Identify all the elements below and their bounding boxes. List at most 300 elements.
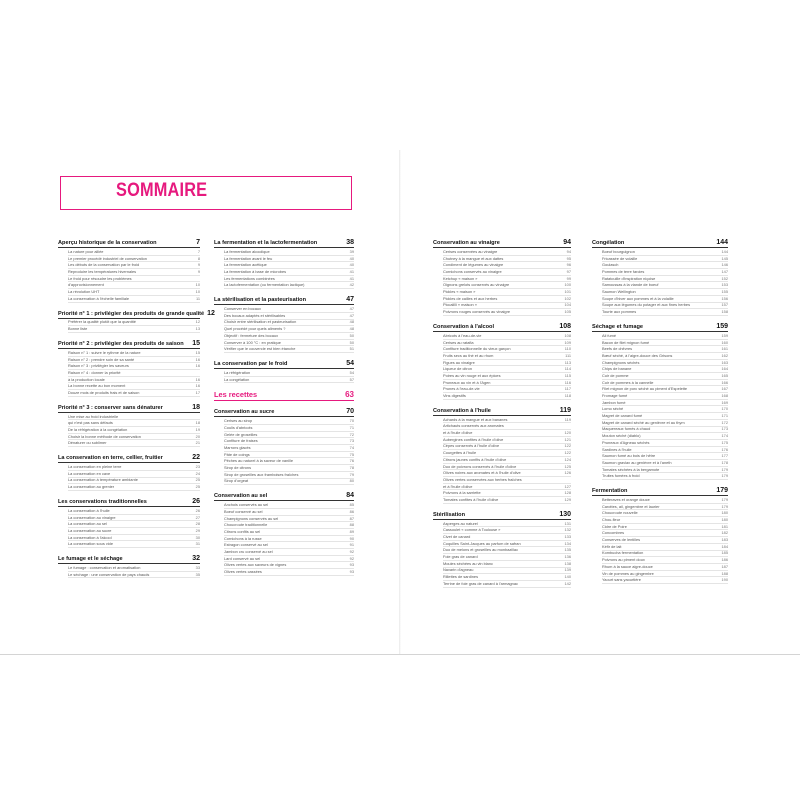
section-page-number: 18 bbox=[192, 403, 200, 411]
toc-entry[interactable] bbox=[68, 363, 200, 370]
toc-entry[interactable] bbox=[224, 522, 354, 529]
section-page-number: 94 bbox=[563, 239, 571, 246]
entry-title: Pickles de cailles et aux herbes bbox=[443, 295, 498, 301]
entry-page-number: 160 bbox=[721, 339, 728, 345]
toc-entry[interactable] bbox=[224, 562, 354, 569]
toc-entry[interactable] bbox=[68, 565, 200, 572]
toc-entry[interactable] bbox=[443, 373, 571, 380]
toc-entry[interactable] bbox=[602, 340, 728, 347]
entry-page-number: 157 bbox=[721, 302, 728, 308]
entry-title: Pâte de coings bbox=[224, 451, 250, 457]
entry-title: La conservation à l'huile bbox=[68, 507, 110, 513]
section-heading[interactable] bbox=[433, 407, 571, 416]
toc-entry[interactable] bbox=[602, 269, 728, 276]
toc-entry[interactable] bbox=[602, 249, 728, 256]
section-heading[interactable] bbox=[58, 340, 200, 349]
entry-title: La nature pour alliée bbox=[68, 248, 104, 254]
toc-entry[interactable] bbox=[224, 502, 354, 509]
toc-entry[interactable] bbox=[224, 306, 354, 313]
entry-title: Raison n° 2 : prendre soin de sa santé bbox=[68, 356, 135, 362]
entry-page-number: 176 bbox=[721, 446, 728, 452]
toc-entry[interactable] bbox=[224, 472, 354, 479]
section-page-number: 70 bbox=[346, 408, 354, 416]
toc-entry[interactable] bbox=[68, 541, 200, 548]
toc-entry[interactable] bbox=[68, 383, 200, 390]
section-title: Conservation à l'huile bbox=[433, 407, 491, 414]
toc-entry[interactable] bbox=[602, 447, 728, 454]
entry-page-number: 167 bbox=[721, 386, 728, 392]
toc-entry[interactable] bbox=[224, 542, 354, 549]
entry-title: Sardines à l'huile bbox=[602, 446, 632, 452]
section-heading[interactable] bbox=[58, 454, 200, 463]
toc-entry[interactable] bbox=[443, 554, 571, 561]
entry-title: Tomates séchées à la bergamote bbox=[602, 466, 660, 472]
toc-entry[interactable] bbox=[224, 418, 354, 425]
toc-entry[interactable] bbox=[443, 470, 571, 477]
toc-entry[interactable] bbox=[443, 521, 571, 528]
entry-page-number: 179 bbox=[721, 473, 728, 479]
entry-page-number: 21 bbox=[195, 440, 200, 446]
toc-entry[interactable] bbox=[224, 516, 354, 523]
toc-entry[interactable] bbox=[68, 350, 200, 357]
toc-entry[interactable] bbox=[443, 444, 571, 451]
entry-title: Rhum à la sauce aigre-douce bbox=[602, 563, 653, 569]
entry-title: La conservation en pleine terre bbox=[68, 464, 122, 470]
section-title: La fermentation et la lactofermentation bbox=[214, 240, 318, 246]
toc-entry[interactable] bbox=[68, 370, 200, 377]
toc-entry[interactable] bbox=[602, 289, 728, 296]
entry-title: Olives noires aux aromates et à l'huile d'olive bbox=[443, 470, 521, 476]
section-title: Conservation au vinaigre bbox=[433, 240, 500, 246]
toc-entry[interactable] bbox=[602, 386, 728, 393]
toc-entry[interactable] bbox=[224, 509, 354, 516]
toc-entry[interactable] bbox=[602, 256, 728, 263]
entry-title: La fermentation alcoolique bbox=[224, 248, 270, 254]
section-page-number: 7 bbox=[196, 239, 200, 246]
toc-entry[interactable] bbox=[443, 417, 571, 424]
toc-entry[interactable] bbox=[68, 420, 200, 427]
toc-entry[interactable] bbox=[443, 490, 571, 497]
entry-title: Boeuf conservé au sel bbox=[224, 508, 263, 514]
toc-entry[interactable] bbox=[68, 572, 200, 579]
entry-page-number: 23 bbox=[195, 464, 200, 470]
toc-entry[interactable] bbox=[602, 333, 728, 340]
entry-page-number: 135 bbox=[564, 547, 571, 553]
toc-entry[interactable] bbox=[68, 440, 200, 447]
toc-entry[interactable] bbox=[602, 537, 728, 544]
entry-page-number: 10 bbox=[195, 282, 200, 288]
entry-page-number: 174 bbox=[721, 433, 728, 439]
entry-page-number: 88 bbox=[349, 522, 354, 528]
entry-title: Cornichons conservés au vinaigre bbox=[443, 269, 502, 275]
entry-page-number: 147 bbox=[721, 269, 728, 275]
entry-title: La conservation sous vide bbox=[68, 541, 113, 547]
entry-page-number: 75 bbox=[349, 451, 354, 457]
entry-title: La conservation au vinaigre bbox=[68, 514, 116, 520]
toc-entry[interactable] bbox=[68, 296, 200, 303]
toc-entry[interactable] bbox=[443, 340, 571, 347]
section-page-number: 63 bbox=[345, 390, 354, 400]
toc-entry[interactable] bbox=[68, 515, 200, 522]
entry-page-number: 76 bbox=[349, 458, 354, 464]
entry-title: Vin de pommes au gingembre bbox=[602, 570, 654, 576]
entry-title: Anchois conservés au sel bbox=[224, 502, 269, 508]
toc-entry[interactable] bbox=[602, 440, 728, 447]
toc-entry[interactable] bbox=[602, 530, 728, 537]
toc-entry[interactable] bbox=[443, 269, 571, 276]
toc-entry[interactable] bbox=[224, 569, 354, 576]
toc-entry[interactable] bbox=[224, 438, 354, 445]
toc-entry[interactable] bbox=[68, 535, 200, 542]
entry-title: La conservation à l'alcool bbox=[68, 534, 112, 540]
entry-page-number: 120 bbox=[564, 430, 571, 436]
section-page-number: 38 bbox=[346, 239, 354, 246]
entry-title: Jambon cru conservé au sel bbox=[224, 548, 273, 554]
section-heading[interactable] bbox=[592, 487, 728, 496]
toc-column-4 bbox=[592, 239, 728, 591]
toc-entry[interactable] bbox=[224, 432, 354, 439]
section-page-number: 47 bbox=[346, 296, 354, 304]
toc-entry[interactable] bbox=[602, 373, 728, 380]
toc-entry[interactable] bbox=[224, 320, 354, 327]
toc-entry[interactable] bbox=[443, 497, 571, 504]
toc-entry[interactable] bbox=[602, 262, 728, 269]
toc-entry[interactable] bbox=[443, 393, 571, 400]
toc-entry[interactable] bbox=[443, 296, 571, 303]
entry-title: Le froid pour résoudre les problèmes bbox=[68, 275, 132, 281]
toc-entry[interactable] bbox=[602, 276, 728, 283]
toc-entry[interactable] bbox=[443, 457, 571, 464]
toc-entry[interactable] bbox=[602, 413, 728, 420]
entry-title: Cornichons à la russe bbox=[224, 535, 262, 541]
toc-entry[interactable] bbox=[68, 528, 200, 535]
toc-entry[interactable] bbox=[68, 289, 200, 296]
section-heading[interactable] bbox=[58, 498, 200, 507]
entry-page-number: 18 bbox=[195, 420, 200, 426]
toc-entry[interactable] bbox=[224, 458, 354, 465]
toc-entry[interactable] bbox=[602, 460, 728, 467]
toc-entry[interactable] bbox=[443, 309, 571, 316]
toc-entry[interactable] bbox=[68, 357, 200, 364]
entry-title: Bœuf séché, à l'aigre-douce des Grisons bbox=[602, 352, 673, 358]
entry-page-number: 182 bbox=[721, 530, 728, 536]
toc-entry[interactable] bbox=[602, 346, 728, 353]
toc-entry[interactable] bbox=[602, 564, 728, 571]
toc-entry[interactable] bbox=[602, 400, 728, 407]
entry-page-number: 109 bbox=[564, 339, 571, 345]
section-heading[interactable] bbox=[58, 555, 200, 564]
toc-entry[interactable] bbox=[602, 406, 728, 413]
entry-title: Les fermentations combinées bbox=[224, 275, 275, 281]
entry-page-number: 125 bbox=[564, 463, 571, 469]
section-heading[interactable] bbox=[433, 511, 571, 520]
toc-entry[interactable] bbox=[602, 420, 728, 427]
toc-entry[interactable] bbox=[602, 353, 728, 360]
section-heading[interactable] bbox=[214, 239, 354, 248]
entry-title: Chou-fleur bbox=[602, 517, 621, 523]
toc-entry[interactable] bbox=[602, 551, 728, 558]
toc-entry[interactable] bbox=[224, 452, 354, 459]
toc-entry[interactable] bbox=[224, 445, 354, 452]
entry-title: Conserves de lentilles bbox=[602, 537, 641, 543]
toc-entry[interactable] bbox=[602, 296, 728, 303]
toc-entry[interactable] bbox=[224, 276, 354, 283]
toc-entry[interactable] bbox=[443, 484, 571, 491]
entry-title: Les débuts de la conservation par le froid bbox=[68, 262, 140, 268]
toc-entry[interactable] bbox=[602, 303, 728, 310]
toc-entry[interactable] bbox=[602, 510, 728, 517]
entry-title: Pickles « maison » bbox=[443, 289, 476, 295]
toc-entry[interactable] bbox=[224, 536, 354, 543]
entry-title: Bacon de filet mignon fumé bbox=[602, 339, 650, 345]
section-page-number: 144 bbox=[716, 239, 728, 246]
section-page-number: 22 bbox=[192, 454, 200, 462]
toc-entry[interactable] bbox=[443, 541, 571, 548]
toc-entry[interactable] bbox=[602, 504, 728, 511]
entry-title: Dénaturer ou sublimer bbox=[68, 440, 107, 446]
section-heading[interactable] bbox=[58, 404, 200, 413]
toc-entry[interactable] bbox=[68, 508, 200, 515]
toc-entry[interactable] bbox=[224, 377, 354, 384]
toc-entry[interactable] bbox=[443, 249, 571, 256]
entry-title: Kéfir de lait bbox=[602, 543, 622, 549]
toc-entry[interactable] bbox=[443, 353, 571, 360]
entry-title: Duo de melons et groseilles au monbazillac bbox=[443, 547, 519, 553]
entry-title: Saumon gravlax au genièvre et à l'aneth bbox=[602, 459, 672, 465]
toc-entry[interactable] bbox=[602, 393, 728, 400]
entry-page-number: 134 bbox=[564, 540, 571, 546]
toc-entry[interactable] bbox=[602, 366, 728, 373]
toc-entry[interactable] bbox=[224, 479, 354, 486]
entry-title: Cidre de Poire bbox=[602, 523, 627, 529]
toc-entry[interactable] bbox=[224, 346, 354, 353]
entry-page-number: 20 bbox=[195, 433, 200, 439]
toc-entry[interactable] bbox=[443, 303, 571, 310]
toc-entry[interactable] bbox=[68, 434, 200, 441]
toc-section bbox=[214, 239, 354, 289]
section-heading[interactable] bbox=[433, 239, 571, 248]
recipes-heading[interactable] bbox=[214, 390, 354, 401]
entry-title: Fromage fumé bbox=[602, 393, 628, 399]
toc-entry[interactable] bbox=[68, 484, 200, 491]
toc-entry[interactable] bbox=[443, 527, 571, 534]
entry-page-number: 40 bbox=[349, 262, 354, 268]
toc-entry[interactable] bbox=[68, 414, 200, 421]
toc-entry[interactable] bbox=[68, 269, 200, 276]
toc-entry[interactable] bbox=[602, 544, 728, 551]
toc-entry[interactable] bbox=[68, 276, 200, 283]
toc-entry[interactable] bbox=[68, 521, 200, 528]
entry-title: La conservation à l'échelle familiale bbox=[68, 295, 130, 301]
entry-title: Oignons grelots conservés au vinaigre bbox=[443, 282, 510, 288]
toc-entry[interactable] bbox=[68, 282, 200, 289]
toc-entry[interactable] bbox=[224, 340, 354, 347]
entry-page-number: 74 bbox=[349, 445, 354, 451]
toc-entry[interactable] bbox=[224, 326, 354, 333]
toc-entry[interactable] bbox=[224, 556, 354, 563]
toc-entry[interactable] bbox=[443, 366, 571, 373]
toc-entry[interactable] bbox=[443, 547, 571, 554]
toc-entry[interactable] bbox=[224, 370, 354, 377]
toc-entry[interactable] bbox=[224, 529, 354, 536]
toc-entry[interactable] bbox=[224, 313, 354, 320]
entry-page-number: 179 bbox=[721, 466, 728, 472]
entry-title: Olives vertes cassées bbox=[224, 569, 262, 575]
toc-entry[interactable] bbox=[602, 282, 728, 289]
toc-entry[interactable] bbox=[68, 377, 200, 384]
toc-entry[interactable] bbox=[224, 465, 354, 472]
toc-entry[interactable] bbox=[224, 262, 354, 269]
entry-title: Citrons jaunes confits à l'huile d'olive bbox=[443, 456, 507, 462]
toc-entry[interactable] bbox=[602, 467, 728, 474]
toc-entry[interactable] bbox=[443, 477, 571, 484]
entry-page-number: 87 bbox=[349, 515, 354, 521]
entry-page-number: 93 bbox=[349, 562, 354, 568]
entry-title: et à l'huile d'olive bbox=[443, 430, 473, 436]
toc-entry[interactable] bbox=[443, 360, 571, 367]
entry-page-number: 86 bbox=[349, 508, 354, 514]
entry-page-number: 156 bbox=[721, 295, 728, 301]
toc-entry[interactable] bbox=[443, 437, 571, 444]
toc-entry[interactable] bbox=[602, 360, 728, 367]
entry-title: Gelée de groseilles bbox=[224, 431, 258, 437]
toc-entry[interactable] bbox=[224, 282, 354, 289]
toc-entry[interactable] bbox=[68, 326, 200, 333]
toc-entry[interactable] bbox=[443, 256, 571, 263]
toc-section bbox=[214, 390, 354, 401]
toc-entry[interactable] bbox=[602, 497, 728, 504]
entry-page-number: 50 bbox=[349, 339, 354, 345]
toc-section bbox=[58, 239, 200, 303]
toc-entry[interactable] bbox=[443, 289, 571, 296]
section-page-number: 159 bbox=[716, 322, 728, 330]
toc-section bbox=[592, 239, 728, 316]
toc-entry[interactable] bbox=[68, 478, 200, 485]
section-heading[interactable] bbox=[58, 309, 215, 319]
entry-title: Raison n° 1 : suivre le rythme de la nature bbox=[68, 349, 141, 355]
toc-section bbox=[433, 407, 571, 504]
entry-title: Pruneaux au vin et à l'Agen bbox=[443, 379, 491, 385]
toc-entry[interactable] bbox=[443, 561, 571, 568]
section-heading[interactable] bbox=[592, 239, 728, 248]
toc-entry[interactable] bbox=[443, 423, 571, 430]
toc-entry[interactable] bbox=[602, 557, 728, 564]
toc-entry[interactable] bbox=[602, 380, 728, 387]
entry-page-number: 186 bbox=[721, 557, 728, 563]
toc-entry[interactable] bbox=[443, 464, 571, 471]
section-heading[interactable] bbox=[592, 323, 728, 332]
toc-entry[interactable] bbox=[224, 269, 354, 276]
entry-title: Truites fumées à froid bbox=[602, 473, 640, 479]
entry-title: Objectif : fermeture des bocaux bbox=[224, 332, 279, 338]
toc-entry[interactable] bbox=[224, 549, 354, 556]
toc-section bbox=[58, 498, 200, 548]
toc-entry[interactable] bbox=[68, 464, 200, 471]
entry-page-number: 173 bbox=[721, 426, 728, 432]
toc-entry[interactable] bbox=[443, 430, 571, 437]
toc-entry[interactable] bbox=[602, 524, 728, 531]
toc-entry[interactable] bbox=[443, 282, 571, 289]
toc-entry[interactable] bbox=[68, 390, 200, 397]
toc-entry[interactable] bbox=[443, 534, 571, 541]
toc-entry[interactable] bbox=[224, 333, 354, 340]
toc-entry[interactable] bbox=[602, 571, 728, 578]
entry-title: Une mise au froid industrielle bbox=[68, 413, 119, 419]
toc-entry[interactable] bbox=[443, 386, 571, 393]
section-heading[interactable] bbox=[58, 239, 200, 248]
entry-page-number: 142 bbox=[564, 580, 571, 586]
toc-entry[interactable] bbox=[443, 450, 571, 457]
section-heading[interactable] bbox=[433, 323, 571, 332]
toc-entry[interactable] bbox=[443, 581, 571, 588]
toc-entry[interactable] bbox=[68, 256, 200, 263]
toc-entry[interactable] bbox=[224, 256, 354, 263]
entry-title: Tourte aux pommes bbox=[602, 309, 637, 315]
toc-entry[interactable] bbox=[68, 427, 200, 434]
toc-entry[interactable] bbox=[68, 471, 200, 478]
toc-entry[interactable] bbox=[602, 309, 728, 316]
toc-section bbox=[214, 360, 354, 383]
entry-title: Ail fumé bbox=[602, 332, 617, 338]
entry-page-number: 117 bbox=[564, 386, 571, 392]
section-heading[interactable] bbox=[214, 360, 354, 369]
entry-page-number: 140 bbox=[564, 574, 571, 580]
entry-title: Quel procédé pour quels aliments ? bbox=[224, 326, 286, 332]
entry-title: La fermentation acétique bbox=[224, 262, 267, 268]
toc-entry[interactable] bbox=[443, 346, 571, 353]
toc-entry[interactable] bbox=[602, 577, 728, 584]
toc-entry[interactable] bbox=[443, 333, 571, 340]
toc-entry[interactable] bbox=[224, 425, 354, 432]
entry-page-number: 27 bbox=[195, 514, 200, 520]
toc-entry[interactable] bbox=[602, 473, 728, 480]
toc-entry[interactable] bbox=[443, 380, 571, 387]
entry-title: Beefs de chêvres bbox=[602, 346, 633, 352]
section-heading[interactable] bbox=[214, 492, 354, 501]
toc-entry[interactable] bbox=[602, 427, 728, 434]
spread-bottom-line bbox=[0, 654, 800, 655]
entry-title: Sirop de citrons bbox=[224, 465, 252, 471]
toc-entry[interactable] bbox=[68, 262, 200, 269]
entry-title: Choisir entre stérilisation et pasteurisation bbox=[224, 319, 297, 325]
section-heading[interactable] bbox=[214, 408, 354, 417]
toc-entry[interactable] bbox=[68, 320, 200, 327]
toc-entry[interactable] bbox=[443, 568, 571, 575]
entry-title: La conservation au sel bbox=[68, 521, 107, 527]
section-page-number: 54 bbox=[346, 359, 354, 367]
toc-column-1 bbox=[58, 239, 215, 585]
toc-entry[interactable] bbox=[68, 249, 200, 256]
entry-page-number: 48 bbox=[349, 326, 354, 332]
toc-entry[interactable] bbox=[602, 453, 728, 460]
toc-entry[interactable] bbox=[443, 574, 571, 581]
entry-title: Cèpes conservés à l'huile d'olive bbox=[443, 443, 500, 449]
entry-title: Estragon conservé au sel bbox=[224, 542, 268, 548]
entry-page-number: 185 bbox=[721, 550, 728, 556]
entry-title: Soupe d'hiver aux pommes et à la volaille bbox=[602, 295, 674, 301]
entry-page-number: 168 bbox=[721, 393, 728, 399]
toc-entry[interactable] bbox=[443, 262, 571, 269]
section-heading[interactable] bbox=[214, 296, 354, 305]
entry-title: Asperges au naturel bbox=[443, 520, 478, 526]
entry-page-number: 188 bbox=[721, 570, 728, 576]
toc-entry[interactable] bbox=[602, 433, 728, 440]
entry-page-number: 80 bbox=[349, 478, 354, 484]
toc-entry[interactable] bbox=[224, 249, 354, 256]
toc-entry[interactable] bbox=[443, 276, 571, 283]
toc-entry[interactable] bbox=[602, 517, 728, 524]
entry-title: Pruneaux d'Agneau séchés bbox=[602, 439, 650, 445]
